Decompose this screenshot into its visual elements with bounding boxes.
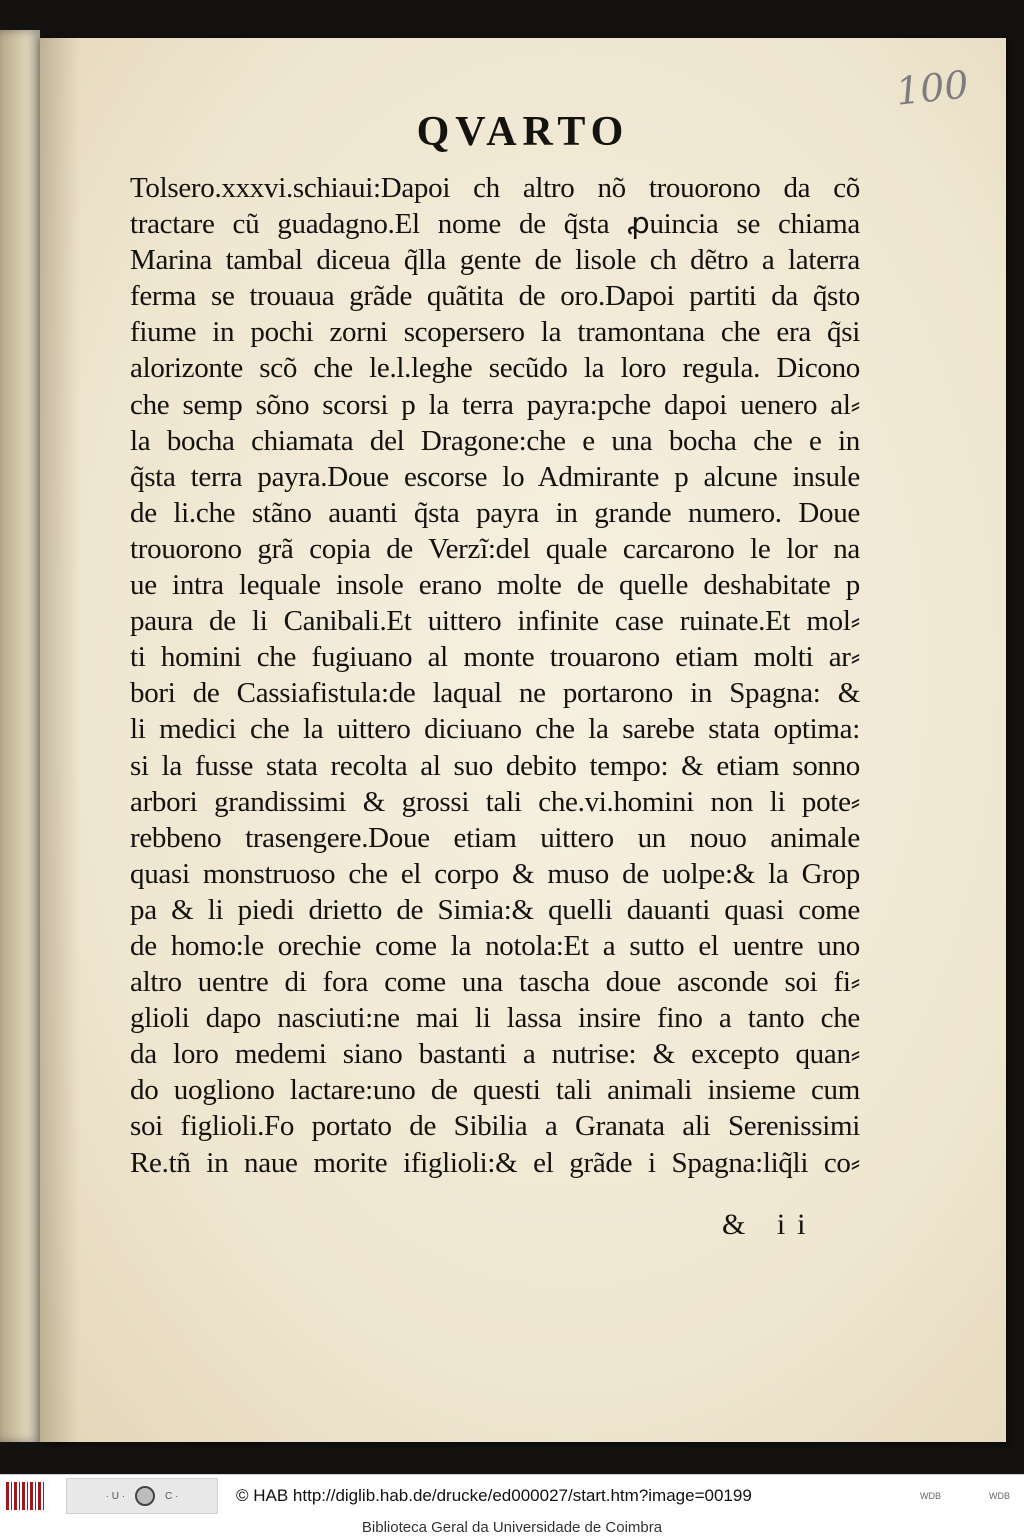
running-head: QVARTO: [416, 109, 630, 155]
text-line: alorizonte scõ che le.l.leghe secũdo la loro regula. Dicono: [130, 352, 860, 385]
text-line: da loro medemi siano bastanti a nutrise: & excepto quan⸗: [130, 1038, 860, 1071]
text-line: si la fusse stata recolta al suo debito tempo: & etiam sonno: [130, 749, 860, 782]
footer-marks: [920, 1491, 1010, 1501]
footer-mark: WDB: [920, 1491, 941, 1501]
text-line: tractare cũ guadagno.El nome de q̃sta ꝓuincia se chiama: [130, 208, 860, 241]
text-line: altro uentre di fora come una tascha doue asconde soi fi⸗: [130, 966, 860, 999]
text-line: de homo:le orechie come la notola:Et a sutto el uentre uno: [130, 929, 860, 962]
text-line: ue intra lequale insole erano molte de quelle deshabitate p: [130, 569, 860, 602]
copyright-url: © HAB http://diglib.hab.de/drucke/ed000027/start.htm?image=00199: [236, 1486, 752, 1505]
library-logo: [66, 1478, 218, 1514]
text-line: pa & li piedi drietto de Simia:& quelli dauanti quasi come: [130, 893, 860, 926]
text-line: ferma se trouaua grãde quãtita de oro.Dapoi partiti da q̃sto: [130, 280, 860, 313]
text-line: paura de li Canibali.Et uittero infinite case ruinate.Et mol⸗: [130, 605, 860, 638]
text-line: soi figlioli.Fo portato de Sibilia a Granata ali Serenissimi: [130, 1110, 860, 1143]
footer-bar: [0, 1474, 1024, 1517]
folio-number: 100: [893, 62, 971, 114]
footer-mark: WDB: [989, 1491, 1010, 1501]
text-line: rebbeno trasengere.Doue etiam uittero un nouo animale: [130, 821, 860, 854]
book-page: [40, 38, 1006, 1442]
seal-icon: [135, 1486, 155, 1506]
text-line: Re.tñ in naue morite ifiglioli:& el grãde i Spagna:liq̃li co⸗: [130, 1146, 860, 1179]
text-line: glioli dapo nasciuti:ne mai li lassa insire fino a tanto che: [130, 1002, 860, 1035]
text-line: Tolsero.xxxvi.schiaui:Dapoi ch altro nõ trouorono da cõ: [130, 172, 860, 204]
text-line: Marina tambal diceua q̃lla gente de lisole ch dẽtro a laterra: [130, 244, 860, 277]
library-caption: Biblioteca Geral da Universidade de Coimbra: [0, 1516, 1024, 1539]
text-line: ti homini che fugiuano al monte trouarono etiam molti ar⸗: [130, 641, 860, 674]
text-line: fiume in pochi zorni scopersero la tramontana che era q̃si: [130, 316, 860, 349]
text-line: trouorono grã copia de Verzĩ:del quale carcarono le lor na: [130, 532, 860, 565]
library-barcode-icon: [6, 1482, 44, 1510]
body-text: [130, 170, 860, 1181]
text-line: de li.che stãno auanti q̃sta payra in grande numero. Doue: [130, 496, 860, 529]
text-line: quasi monstruoso che el corpo & muso de uolpe:& la Grop: [130, 857, 860, 890]
logo-left-text: · U ·: [105, 1490, 126, 1502]
text-line: q̃sta terra payra.Doue escorse lo Admirante p alcune insule: [130, 460, 860, 493]
text-line: li medici che la uittero diciuano che la sarebe stata optima:: [130, 713, 860, 746]
text-line: che semp sõno scorsi p la terra payra:pche dapoi uenero al⸗: [130, 388, 860, 421]
text-line: la bocha chiamata del Dragone:che e una bocha che e in: [130, 424, 860, 457]
left-page-edge: [0, 30, 40, 1442]
logo-right-text: C ·: [165, 1490, 179, 1502]
text-line: bori de Cassiafistula:de laqual ne portarono in Spagna: &: [130, 677, 860, 710]
signature-mark: & ii: [722, 1208, 818, 1241]
text-line: do uogliono lactare:uno de questi tali animali insieme cum: [130, 1074, 860, 1107]
text-line: arbori grandissimi & grossi tali che.vi.homini non li pote⸗: [130, 785, 860, 818]
